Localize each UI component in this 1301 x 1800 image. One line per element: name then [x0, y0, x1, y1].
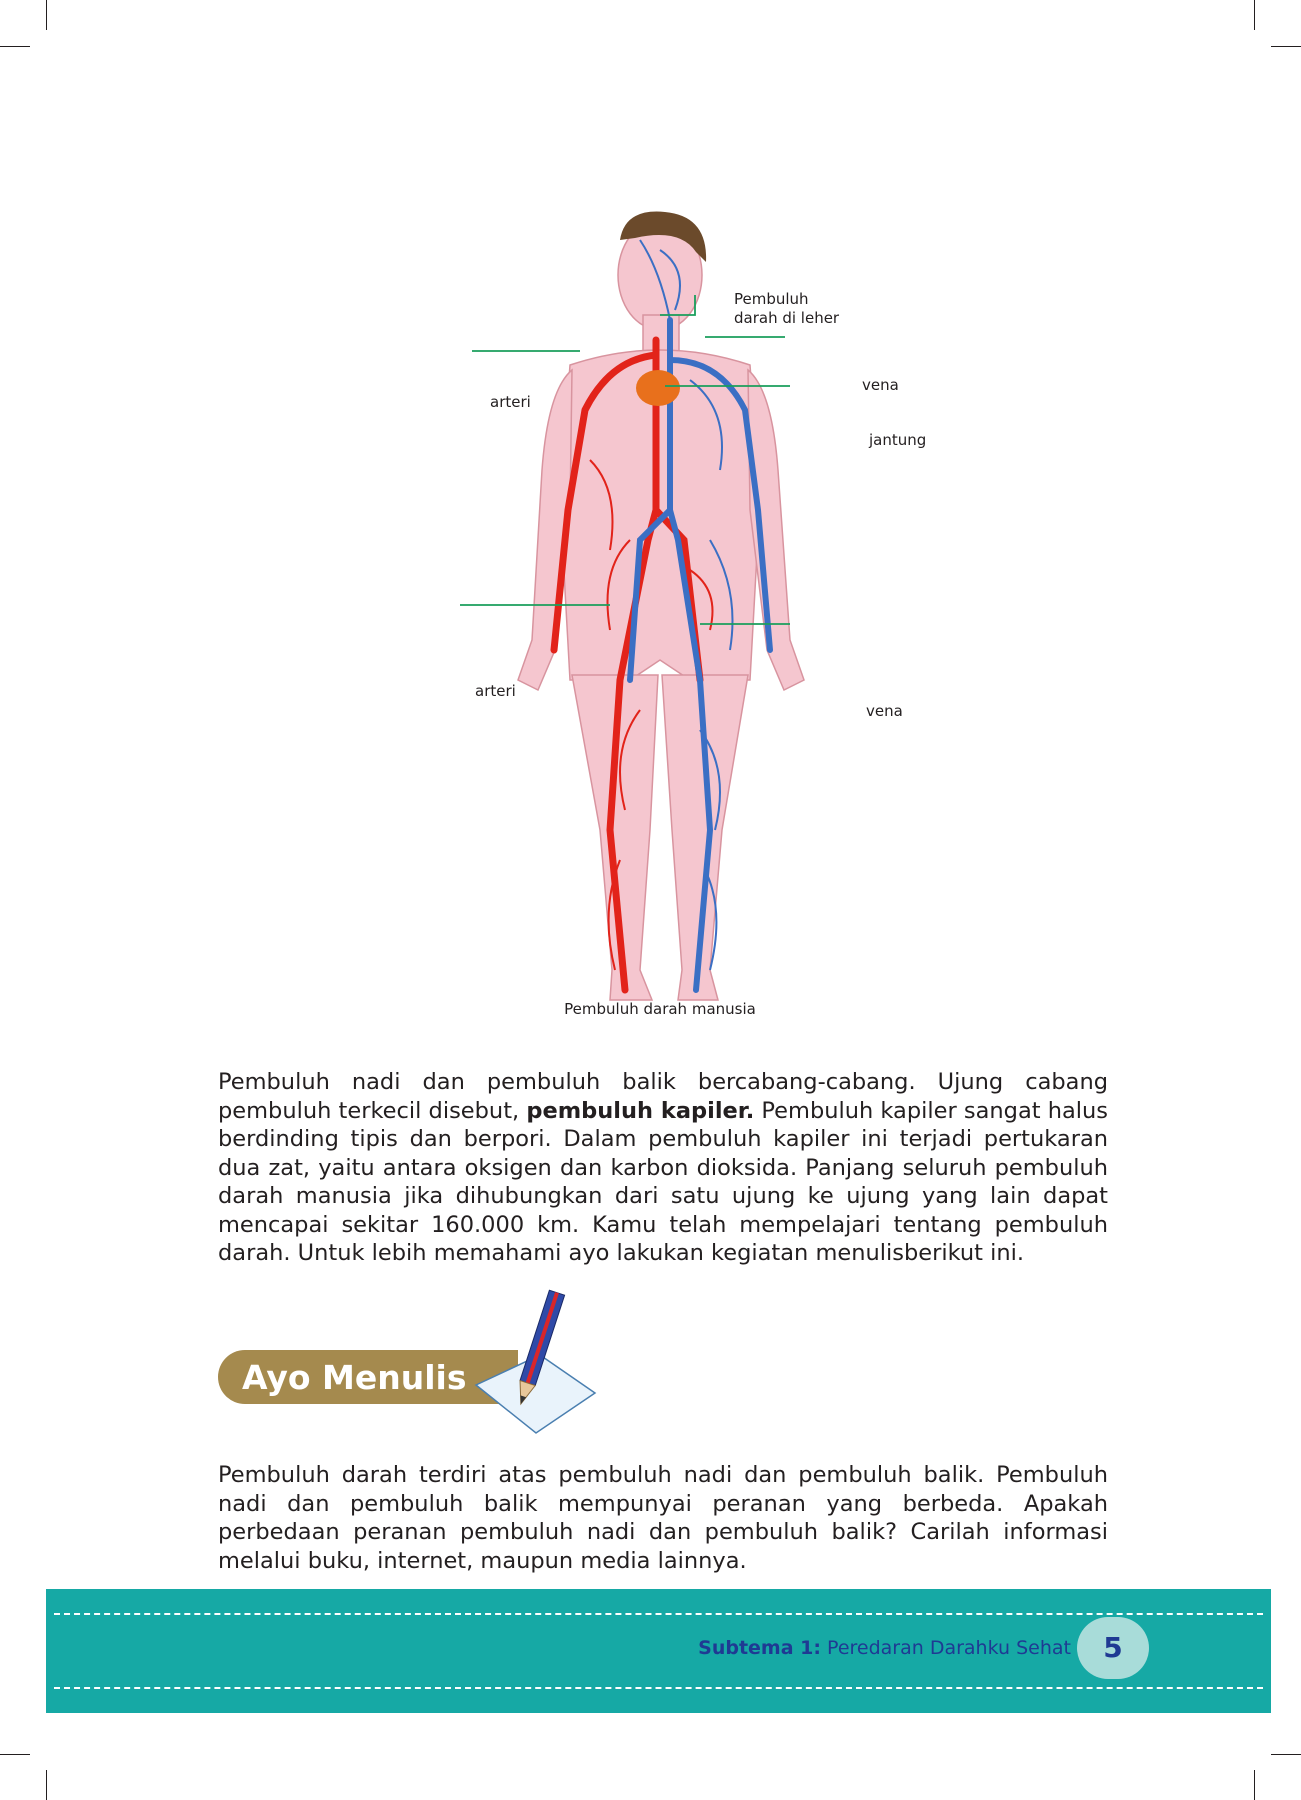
paragraph-text: Pembuluh nadi dan pembuluh balik bercabang-cabang. Ujung cabang pembuluh terkecil disebut, — [218, 1069, 1108, 1124]
crop-mark — [1254, 1770, 1255, 1800]
label-heart: jantung — [869, 431, 927, 449]
crop-mark — [1271, 46, 1301, 47]
label-artery-bottom: arteri — [475, 682, 516, 700]
subtheme-number: Subtema 1: — [698, 1637, 821, 1659]
figure-caption: Pembuluh darah manusia — [564, 1000, 756, 1018]
subtheme-label — [698, 1637, 1071, 1659]
pencil-paper-icon — [470, 1285, 600, 1435]
crop-mark — [1271, 1754, 1301, 1755]
paragraph-text: Pembuluh kapiler sangat halus berdinding tipis dan berpori. Dalam pembuluh kapiler ini terjadi pertukaran dua zat, yaitu antara oksigen dan karbon dioksida. Panjang seluruh pembuluh darah manusia jika dihubungkan dari satu ujung ke ujung yang lain dapat mencapai sekitar 160.000 km. Kamu telah mempelajari tentang pembuluh darah. Untuk lebih memahami ayo lakukan kegiatan menulisberikut ini. — [218, 1097, 1108, 1266]
dashed-line — [54, 1613, 1263, 1615]
term-capillary: pembuluh kapiler. — [526, 1097, 755, 1124]
page-number: 5 — [1077, 1617, 1149, 1679]
crop-mark — [0, 46, 30, 47]
crop-mark — [46, 1770, 47, 1800]
activity-title: Ayo Menulis — [242, 1358, 467, 1397]
crop-mark — [46, 0, 47, 30]
paragraph-capillaries — [218, 1068, 1108, 1268]
dashed-line — [54, 1687, 1263, 1689]
crop-mark — [0, 1754, 30, 1755]
footer-band — [46, 1589, 1271, 1713]
heart-organ — [636, 370, 680, 406]
human-body-illustration — [460, 210, 980, 1020]
paragraph-task: Pembuluh darah terdiri atas pembuluh nadi dan pembuluh balik. Pembuluh nadi dan pembuluh balik mempunyai peranan yang berbeda. Apakah perbedaan peranan pembuluh nadi dan pembuluh balik? Carilah informasi melalui buku, internet, maupun media lainnya. — [218, 1462, 1108, 1574]
label-artery-top: arteri — [490, 393, 531, 411]
circulatory-system-figure — [460, 210, 980, 1020]
label-vein-top: vena — [862, 376, 899, 394]
label-vein-bottom: vena — [866, 702, 903, 720]
crop-mark — [1254, 0, 1255, 30]
label-neck-vessel: Pembuluh darah di leher — [734, 290, 840, 327]
subtheme-title: Peredaran Darahku Sehat — [821, 1637, 1071, 1659]
